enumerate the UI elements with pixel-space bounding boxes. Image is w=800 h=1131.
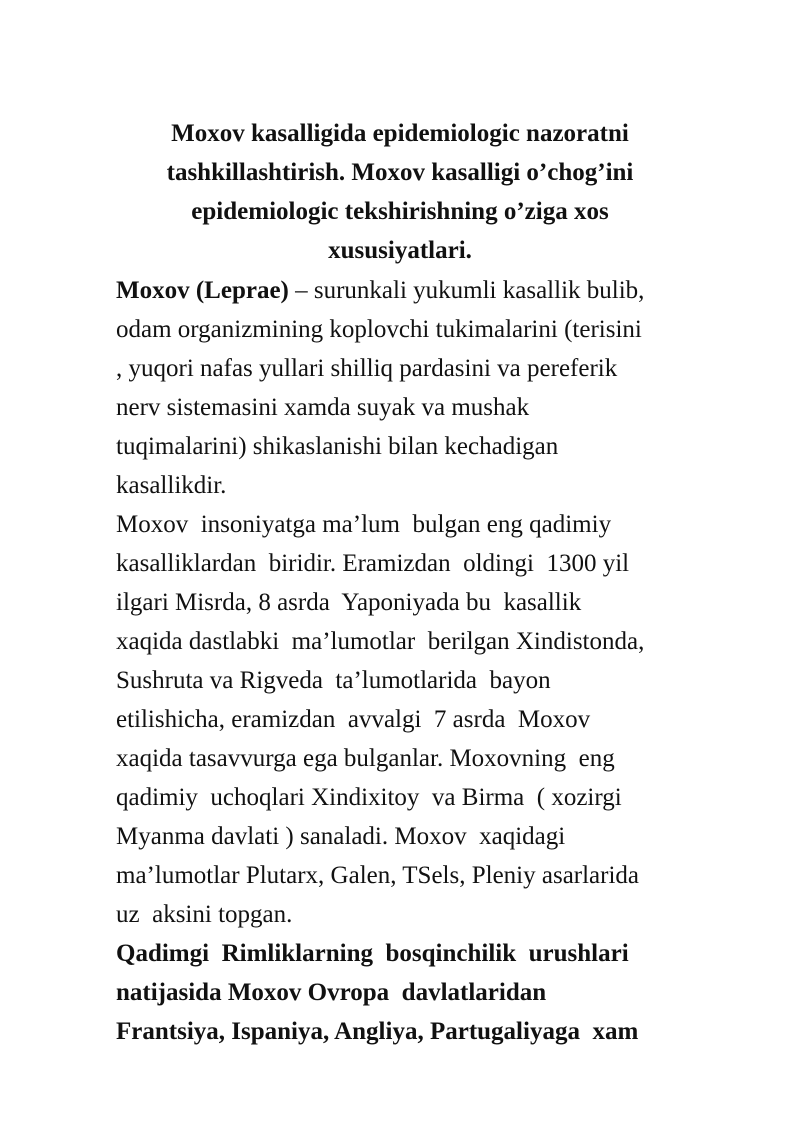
text-line: Moxov insoniyatga ma’lum bulgan eng qadimiy <box>116 511 612 538</box>
text-line: kasallikdir. <box>116 472 227 499</box>
text-line: odam organizmining koplovchi tukimalarini (terisini <box>116 316 642 343</box>
title-line: xususiyatlari. <box>328 237 472 264</box>
text-line: Myanma davlati ) sanaladi. Moxov xaqidagi <box>116 823 566 850</box>
title-line: epidemiologic tekshirishning o’ziga xos <box>191 198 609 225</box>
title-line: Moxov kasalligida epidemiologic nazoratni <box>171 120 629 147</box>
text-span: – surunkali yukumli kasallik bulib, <box>288 277 645 304</box>
title-line: tashkillashtirish. Moxov kasalligi o’chog’ini <box>166 159 634 186</box>
text-line: Sushruta va Rigveda ta’lumotlarida bayon <box>116 667 551 694</box>
text-line: tuqimalarini) shikaslanishi bilan kechadigan <box>116 433 559 460</box>
paragraph-history <box>116 505 756 934</box>
text-line: Frantsiya, Ispaniya, Angliya, Partugaliyaga xam <box>116 1018 639 1045</box>
text-line: xaqida dastlabki ma’lumotlar berilgan Xindistonda, <box>116 628 645 655</box>
text-line: qadimiy uchoqlari Xindixitoy va Birma ( xozirgi <box>116 784 622 811</box>
paragraph-spread <box>116 934 756 1051</box>
document-body <box>116 271 756 1051</box>
text-line: ma’lumotlar Plutarx, Galen, TSels, Pleniy asarlarida <box>116 862 640 889</box>
document-title <box>110 114 690 270</box>
text-line: ilgari Misrda, 8 asrda Yaponiyada bu kasallik <box>116 589 582 616</box>
text-line: , yuqori nafas yullari shilliq pardasini va pereferik <box>116 355 618 382</box>
text-line: nerv sistemasini xamda suyak va mushak <box>116 394 530 421</box>
text-line: kasalliklardan biridir. Eramizdan oldingi 1300 yil <box>116 550 630 577</box>
text-line: xaqida tasavvurga ega bulganlar. Moxovning eng <box>116 745 615 772</box>
text-line: uz aksini topgan. <box>116 901 293 928</box>
text-line: natijasida Moxov Ovropa davlatlaridan <box>116 979 547 1006</box>
text-line: etilishicha, eramizdan avvalgi 7 asrda Moxov <box>116 706 591 733</box>
bold-term: Moxov (Leprae) <box>116 277 289 304</box>
text-line: Qadimgi Rimliklarning bosqinchilik urushlari <box>116 940 629 967</box>
text-line <box>116 271 756 310</box>
paragraph-definition <box>116 271 756 505</box>
